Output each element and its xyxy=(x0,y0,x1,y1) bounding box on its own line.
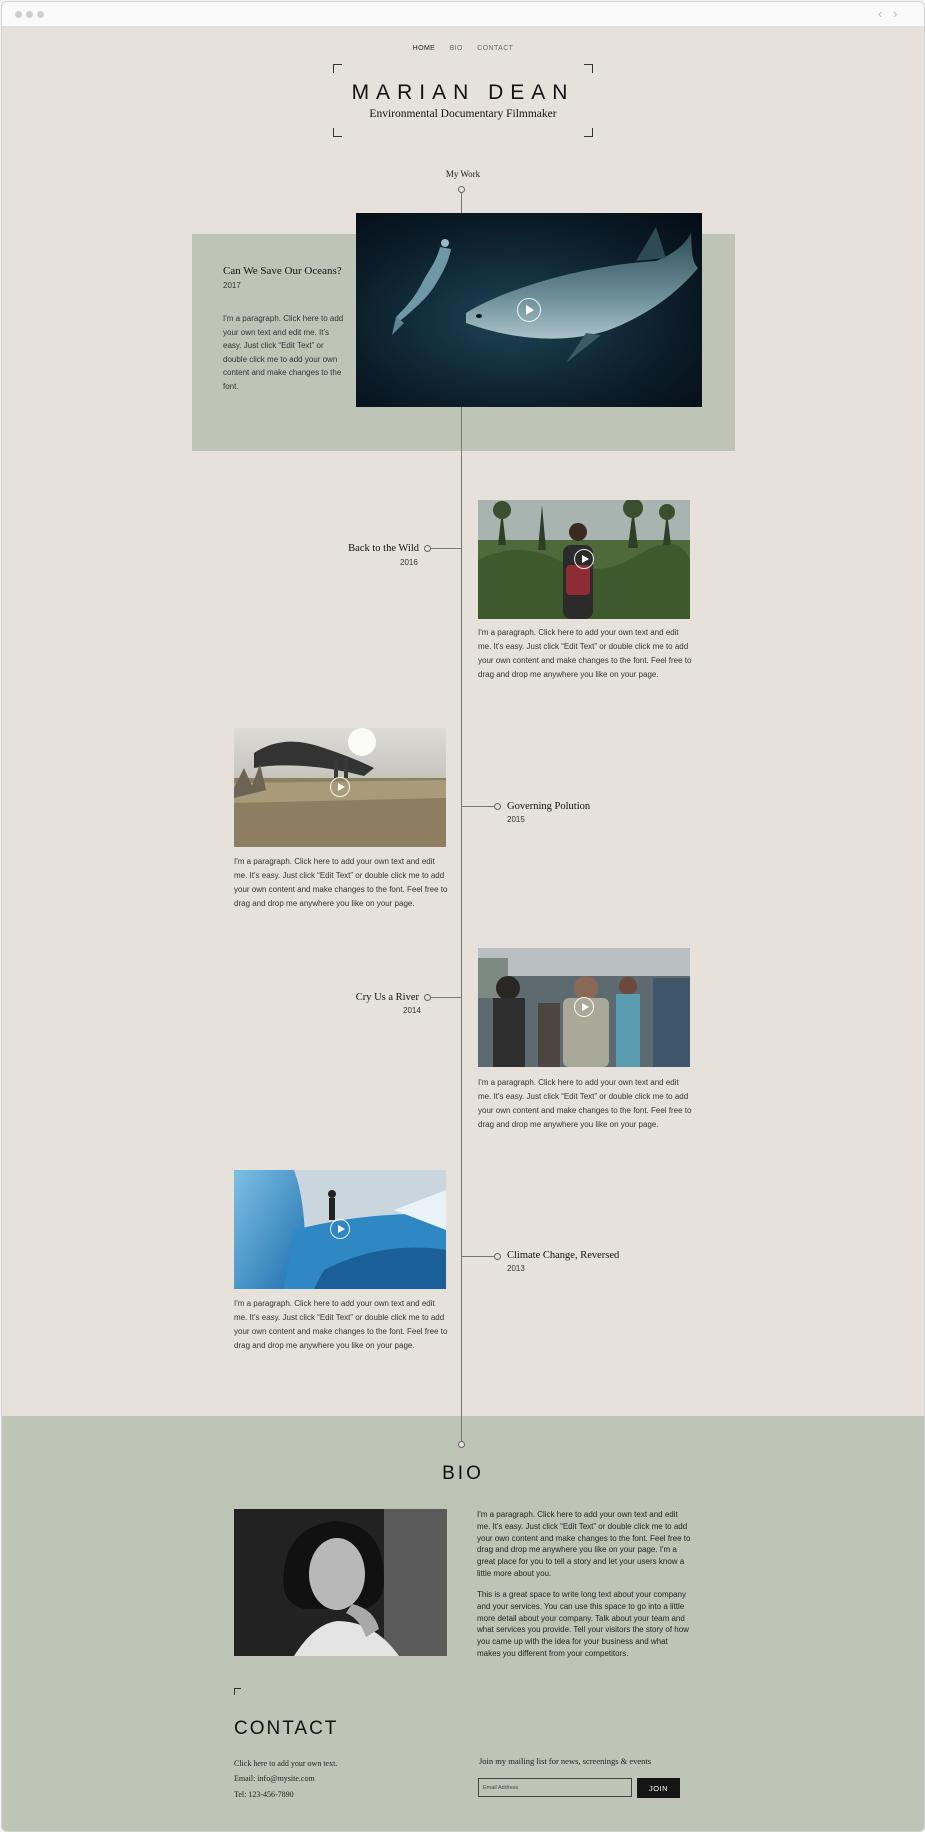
bio-paragraph-1: I'm a paragraph. Click here to add your own text and edit me. It's easy. Just click “Edit Text” or double click me to add your own content and make changes to the font. Feel free to drag and drop me anywhere you like on your page. I'm a great place for you to tell a story and let your users know a little more about you. xyxy=(477,1510,691,1578)
play-icon[interactable] xyxy=(574,997,594,1017)
site-title[interactable]: MARIAN DEAN xyxy=(351,81,575,104)
item-4-dot xyxy=(494,1253,501,1260)
portrait-image xyxy=(234,1509,447,1656)
frame-corner-top-left xyxy=(333,64,342,73)
timeline-line-end xyxy=(461,1416,462,1444)
frame-corner-bottom-left xyxy=(333,128,342,137)
frame-corner-top-right xyxy=(584,64,593,73)
forward-arrow-icon[interactable]: › xyxy=(893,6,898,21)
play-icon[interactable] xyxy=(517,298,541,322)
contact-phone: Tel: 123-456-7890 xyxy=(234,1790,294,1799)
item-1-connector xyxy=(431,548,461,549)
my-work-heading: My Work xyxy=(445,169,481,179)
item-2-year: 2015 xyxy=(507,815,525,824)
bio-heading: BIO xyxy=(442,1463,484,1484)
item-1-year: 2016 xyxy=(400,558,418,567)
window-minimize-dot[interactable] xyxy=(26,11,33,18)
nav-bio[interactable]: BIO xyxy=(449,45,463,52)
site-tagline: Environmental Documentary Filmmaker xyxy=(369,108,557,120)
browser-chrome xyxy=(2,2,924,27)
item-1-video[interactable] xyxy=(478,500,690,619)
item-4-year: 2013 xyxy=(507,1264,525,1273)
item-3-year: 2014 xyxy=(403,1006,421,1015)
contact-heading: CONTACT xyxy=(234,1718,339,1739)
item-2-dot xyxy=(494,803,501,810)
featured-video[interactable] xyxy=(356,213,702,407)
back-arrow-icon[interactable]: ‹ xyxy=(878,6,883,21)
item-1-dot xyxy=(424,545,431,552)
item-4-title[interactable]: Climate Change, Reversed xyxy=(507,1250,620,1261)
site-nav xyxy=(2,45,924,52)
featured-paragraph: I'm a paragraph. Click here to add your own text and edit me. It's easy. Just click “Edit Text” or double click me to add your own content and make changes to the font. xyxy=(223,314,344,391)
join-button[interactable]: JOIN xyxy=(637,1778,680,1798)
email-input[interactable] xyxy=(478,1778,632,1797)
item-1-paragraph: I'm a paragraph. Click here to add your own text and edit me. It's easy. Just click “Edit Text” or double click me to add your own content and make changes to the font. Feel free to drag and drop me anywhere you like on your page. xyxy=(478,628,692,679)
item-4-video[interactable] xyxy=(234,1170,446,1289)
featured-title[interactable]: Can We Save Our Oceans? xyxy=(223,265,342,277)
contact-text: Click here to add your own text. xyxy=(234,1759,338,1768)
item-2-paragraph: I'm a paragraph. Click here to add your own text and edit me. It's easy. Just click “Edit Text” or double click me to add your own content and make changes to the font. Feel free to drag and drop me anywhere you like on your page. xyxy=(234,857,448,908)
item-4-paragraph: I'm a paragraph. Click here to add your own text and edit me. It's easy. Just click “Edit Text” or double click me to add your own content and make changes to the font. Feel free to drag and drop me anywhere you like on your page. xyxy=(234,1299,448,1350)
mailing-list-label: Join my mailing list for news, screenings & events xyxy=(479,1756,652,1766)
window-close-dot[interactable] xyxy=(15,11,22,18)
window-maximize-dot[interactable] xyxy=(37,11,44,18)
nav-contact[interactable]: CONTACT xyxy=(477,45,514,52)
item-3-dot xyxy=(424,994,431,1001)
contact-email[interactable]: Email: info@mysite.com xyxy=(234,1774,315,1783)
bio-paragraph-2: This is a great space to write long text about your company and your services. You can use this space to go into a little more detail about your company. Talk about your team and what services you provide. Tell your visitors the story of how you came up with the idea for your business and what makes you different from your competitors. xyxy=(477,1590,689,1658)
item-1-title[interactable]: Back to the Wild xyxy=(348,543,419,554)
item-3-title[interactable]: Cry Us a River xyxy=(355,992,419,1003)
item-4-connector xyxy=(461,1256,496,1257)
featured-year: 2017 xyxy=(223,281,241,290)
item-3-video[interactable] xyxy=(478,948,690,1067)
item-2-title[interactable]: Governing Polution xyxy=(507,801,591,812)
nav-home[interactable]: HOME xyxy=(412,45,436,52)
timeline-start-dot xyxy=(458,186,465,193)
item-3-paragraph: I'm a paragraph. Click here to add your own text and edit me. It's easy. Just click “Edit Text” or double click me to add your own content and make changes to the font. Feel free to drag and drop me anywhere you like on your page. xyxy=(478,1078,692,1129)
item-3-connector xyxy=(431,997,461,998)
browser-window xyxy=(1,1,925,1832)
contact-corner-mark xyxy=(234,1688,241,1695)
item-2-video[interactable] xyxy=(234,728,446,847)
play-icon[interactable] xyxy=(330,1219,350,1239)
item-2-connector xyxy=(461,806,496,807)
play-icon[interactable] xyxy=(574,549,594,569)
timeline-end-dot xyxy=(458,1441,465,1448)
frame-corner-bottom-right xyxy=(584,128,593,137)
bio-portrait xyxy=(234,1509,447,1656)
play-icon[interactable] xyxy=(330,777,350,797)
